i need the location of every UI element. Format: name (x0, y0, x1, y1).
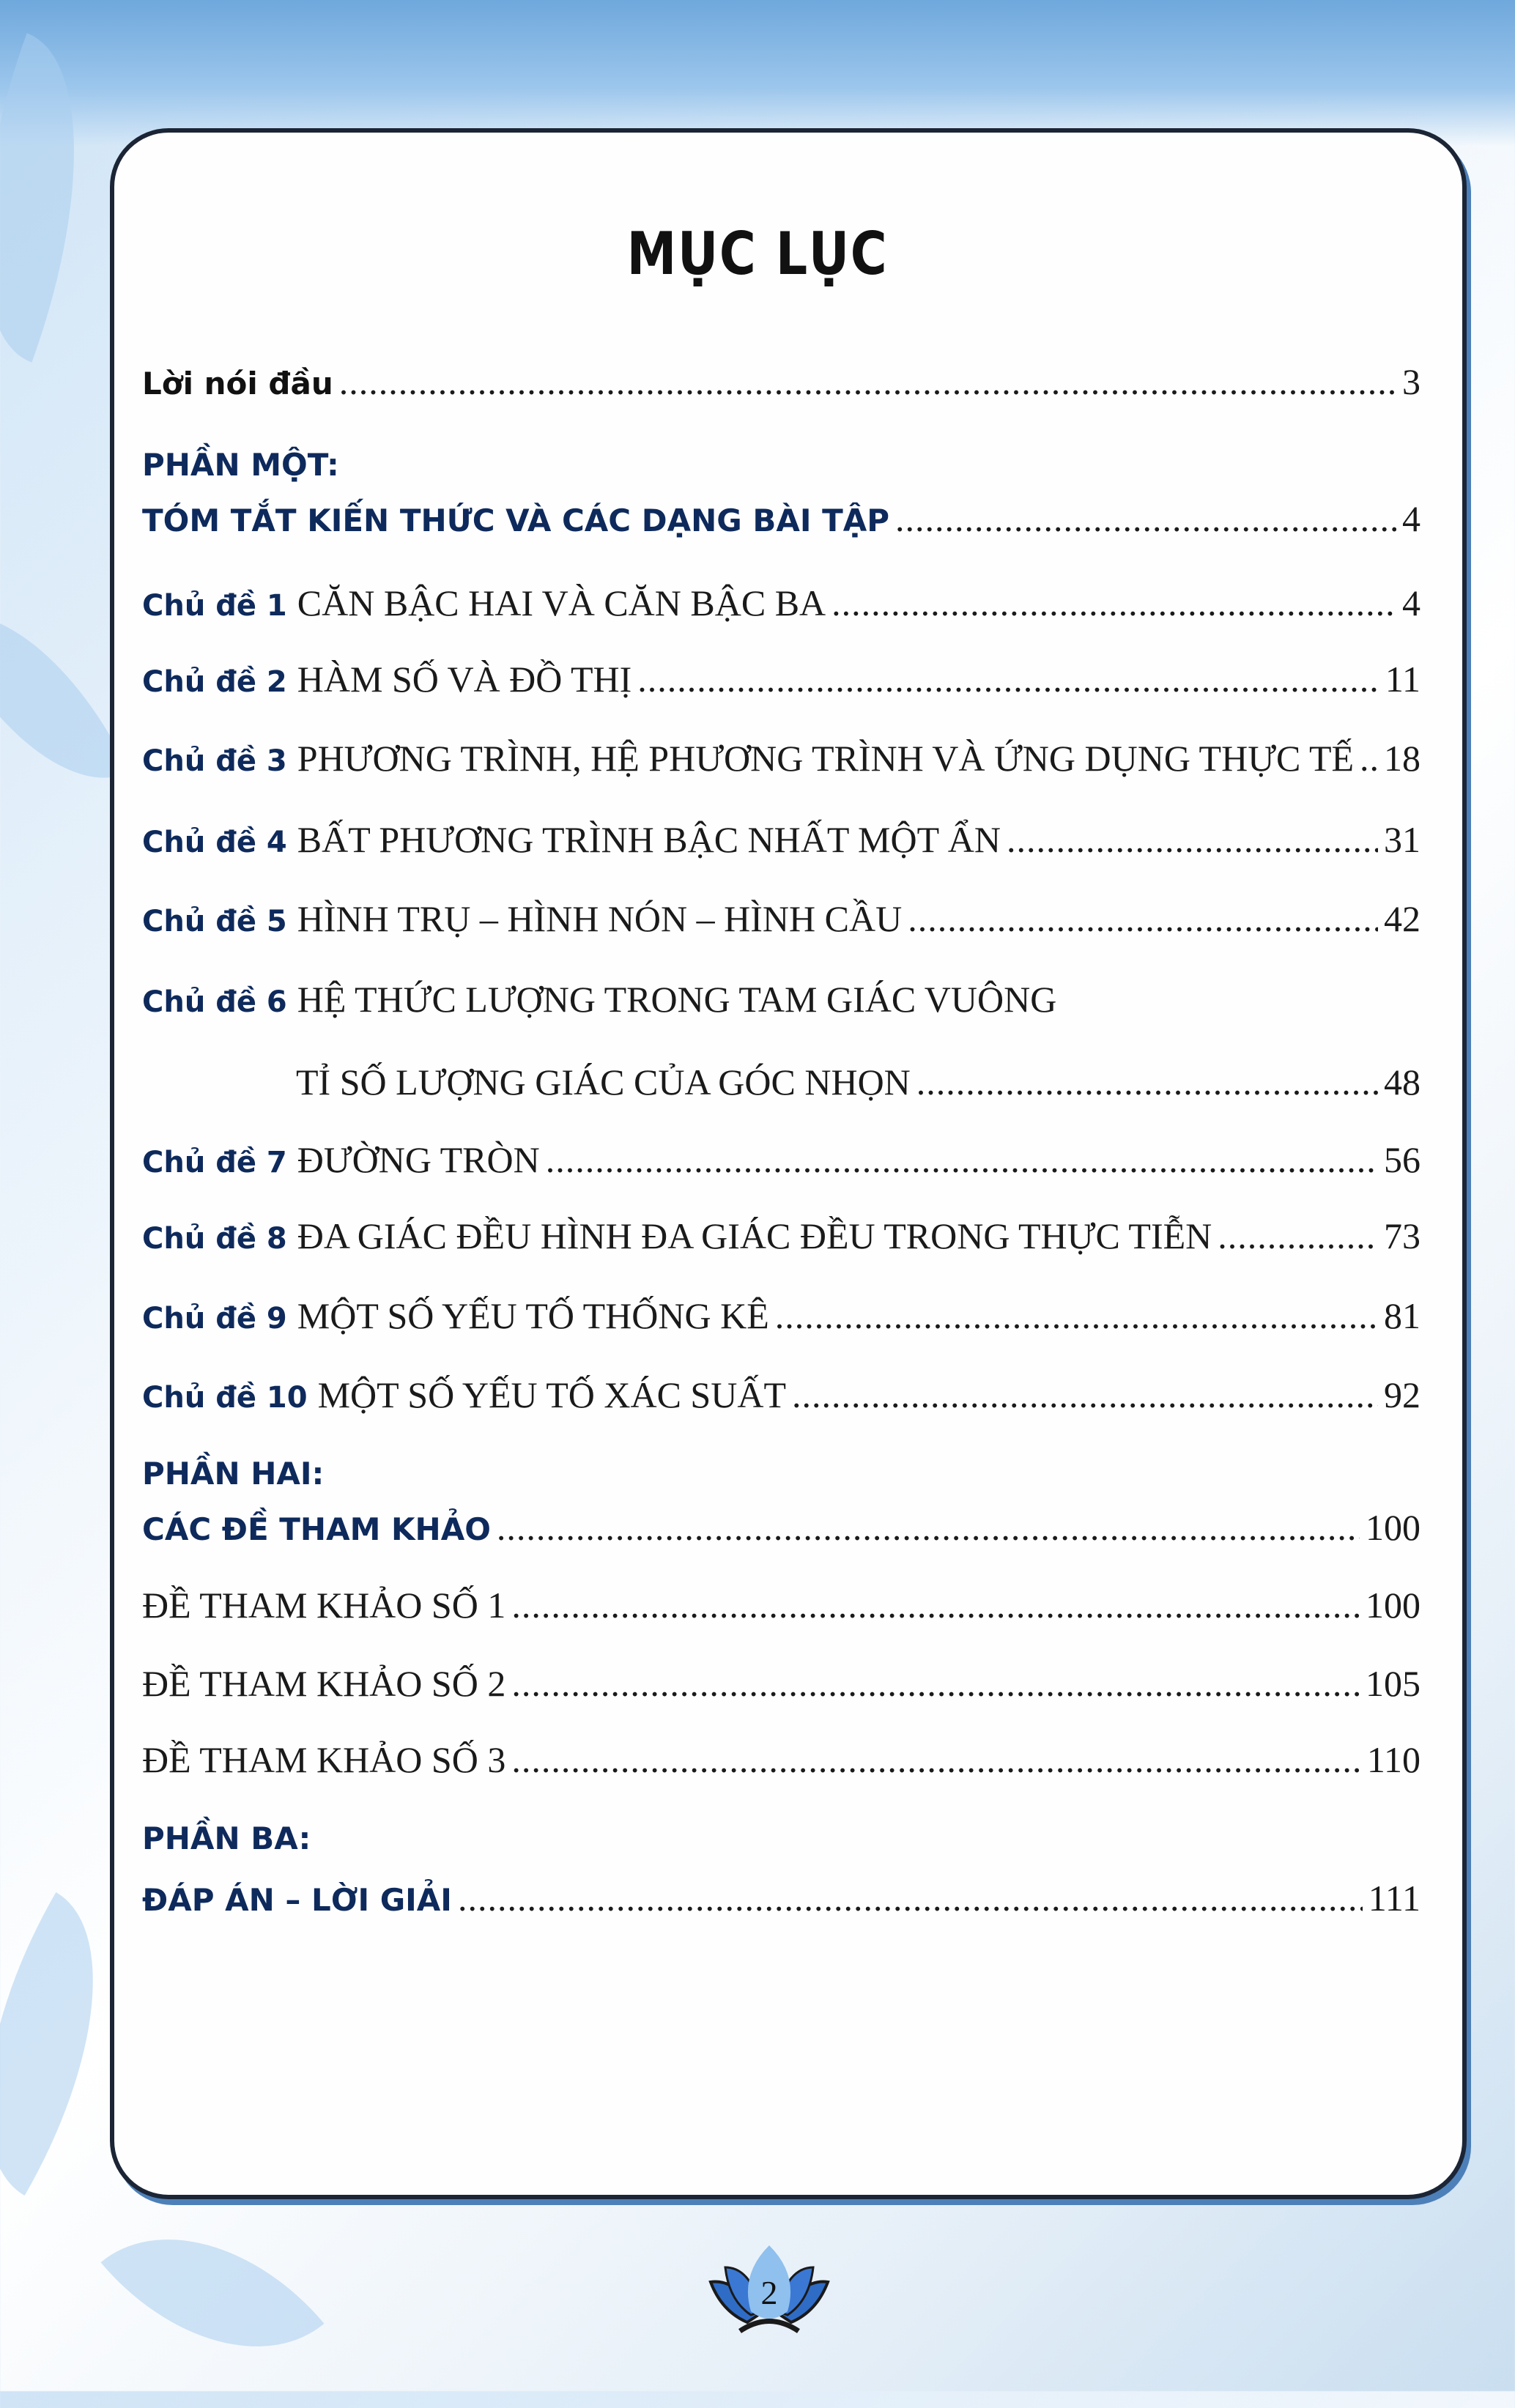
entry-page: 110 (1366, 1739, 1420, 1780)
entry-page: 111 (1368, 1878, 1420, 1919)
toc-entry (142, 581, 1420, 628)
toc-entry (142, 1661, 1420, 1705)
toc-entry (142, 657, 1420, 704)
toc-entry (296, 1060, 1420, 1104)
leader-dots (637, 657, 1379, 701)
toc-entry (142, 818, 1420, 864)
entry-label: Lời nói đầu (142, 366, 333, 401)
topic-prefix: Chủ đề 3 (142, 744, 287, 778)
entry-label: CĂN BẬC HAI VÀ CĂN BẬC BA (297, 582, 826, 623)
entry-label: ĐỀ THAM KHẢO SỐ 1 (142, 1585, 506, 1626)
topic-prefix: Chủ đề 2 (142, 665, 287, 699)
entry-page: 11 (1385, 659, 1420, 700)
leader-dots (497, 1505, 1360, 1549)
leader-dots (831, 581, 1396, 625)
toc-entry (142, 1138, 1420, 1185)
entry-label: PHẦN MỘT: (142, 447, 339, 483)
entry-page: 73 (1384, 1215, 1420, 1256)
topic-prefix: Chủ đề 7 (142, 1146, 287, 1179)
leaf-decoration (100, 2178, 324, 2408)
leader-dots (546, 1138, 1378, 1182)
toc-entry (142, 977, 1420, 1024)
topic-prefix: Chủ đề 5 (142, 905, 287, 938)
entry-label: HÌNH TRỤ – HÌNH NÓN – HÌNH CẦU (297, 898, 903, 939)
section-heading (142, 1452, 1420, 1496)
leader-dots (339, 360, 1396, 404)
topic-prefix: Chủ đề 1 (142, 589, 287, 623)
leader-dots (775, 1294, 1378, 1338)
toc-entry (142, 497, 1420, 543)
leader-dots (511, 1583, 1360, 1627)
toc-entry (142, 1214, 1420, 1261)
entry-label: ĐÁP ÁN – LỜI GIẢI (142, 1882, 452, 1918)
toc-entry (142, 1373, 1420, 1420)
toc-entry (142, 360, 1420, 406)
page-number: 2 (760, 2274, 778, 2311)
entry-page: 92 (1384, 1374, 1420, 1415)
leader-dots (1007, 818, 1378, 862)
toc-entry (142, 1505, 1420, 1552)
entry-label: PHẦN HAI: (142, 1456, 325, 1492)
entry-page: 31 (1384, 819, 1420, 860)
leader-dots (895, 497, 1396, 541)
entry-page: 18 (1384, 738, 1420, 779)
entry-label: TỈ SỐ LƯỢNG GIÁC CỦA GÓC NHỌN (296, 1062, 911, 1103)
topic-prefix: Chủ đề 4 (142, 826, 287, 859)
entry-page: 105 (1366, 1663, 1420, 1704)
entry-page: 4 (1402, 582, 1420, 623)
entry-page: 56 (1384, 1139, 1420, 1180)
entry-label: TÓM TẮT KIẾN THỨC VÀ CÁC DẠNG BÀI TẬP (142, 503, 890, 538)
toc-entry (142, 1583, 1420, 1627)
entry-page: 4 (1402, 498, 1420, 539)
entry-label: MỘT SỐ YẾU TỐ THỐNG KÊ (297, 1295, 769, 1336)
entry-page: 100 (1366, 1585, 1420, 1626)
entry-label: ĐƯỜNG TRÒN (297, 1139, 540, 1180)
entry-page: 81 (1384, 1295, 1420, 1336)
entry-label: MỘT SỐ YẾU TỐ XÁC SUẤT (317, 1374, 786, 1415)
leader-dots (1360, 736, 1378, 780)
entry-label: HÀM SỐ VÀ ĐỒ THỊ (297, 659, 632, 700)
top-decoration (0, 0, 1515, 147)
toc-entry (142, 1738, 1420, 1782)
page-title: MỤC LỤC (626, 220, 889, 288)
section-heading (142, 1817, 1420, 1861)
entry-page: 100 (1366, 1507, 1420, 1548)
toc-entry (142, 1876, 1420, 1922)
entry-label: BẤT PHƯƠNG TRÌNH BẬC NHẤT MỘT ẨN (297, 819, 1001, 860)
entry-label: HỆ THỨC LƯỢNG TRONG TAM GIÁC VUÔNG (297, 979, 1057, 1020)
toc-entry (142, 736, 1420, 783)
entry-label: ĐỀ THAM KHẢO SỐ 2 (142, 1663, 506, 1704)
leader-dots (908, 897, 1378, 941)
entry-page: 3 (1402, 361, 1420, 402)
entry-label: PHƯƠNG TRÌNH, HỆ PHƯƠNG TRÌNH VÀ ỨNG DỤNG THỰC TẾ (297, 738, 1355, 779)
entry-page: 42 (1384, 898, 1420, 939)
topic-prefix: Chủ đề 10 (142, 1381, 308, 1415)
topic-prefix: Chủ đề 9 (142, 1302, 287, 1335)
section-heading (142, 443, 1420, 487)
entry-label: CÁC ĐỀ THAM KHẢO (142, 1511, 491, 1547)
leader-dots (1218, 1214, 1378, 1258)
entry-label: ĐA GIÁC ĐỀU HÌNH ĐA GIÁC ĐỀU TRONG THỰC TIỄN (297, 1215, 1212, 1256)
leader-dots (511, 1661, 1360, 1705)
leader-dots (511, 1738, 1361, 1782)
leader-dots (458, 1876, 1363, 1920)
leader-dots (792, 1373, 1378, 1417)
toc-entry (142, 1294, 1420, 1341)
topic-prefix: Chủ đề 6 (142, 985, 287, 1019)
leader-dots (916, 1060, 1378, 1104)
topic-prefix: Chủ đề 8 (142, 1222, 287, 1256)
entry-label: ĐỀ THAM KHẢO SỐ 3 (142, 1739, 506, 1780)
toc-entry (142, 897, 1420, 944)
entry-page: 48 (1384, 1062, 1420, 1103)
lotus-page-number-icon (707, 2242, 831, 2337)
entry-label: PHẦN BA: (142, 1820, 311, 1856)
